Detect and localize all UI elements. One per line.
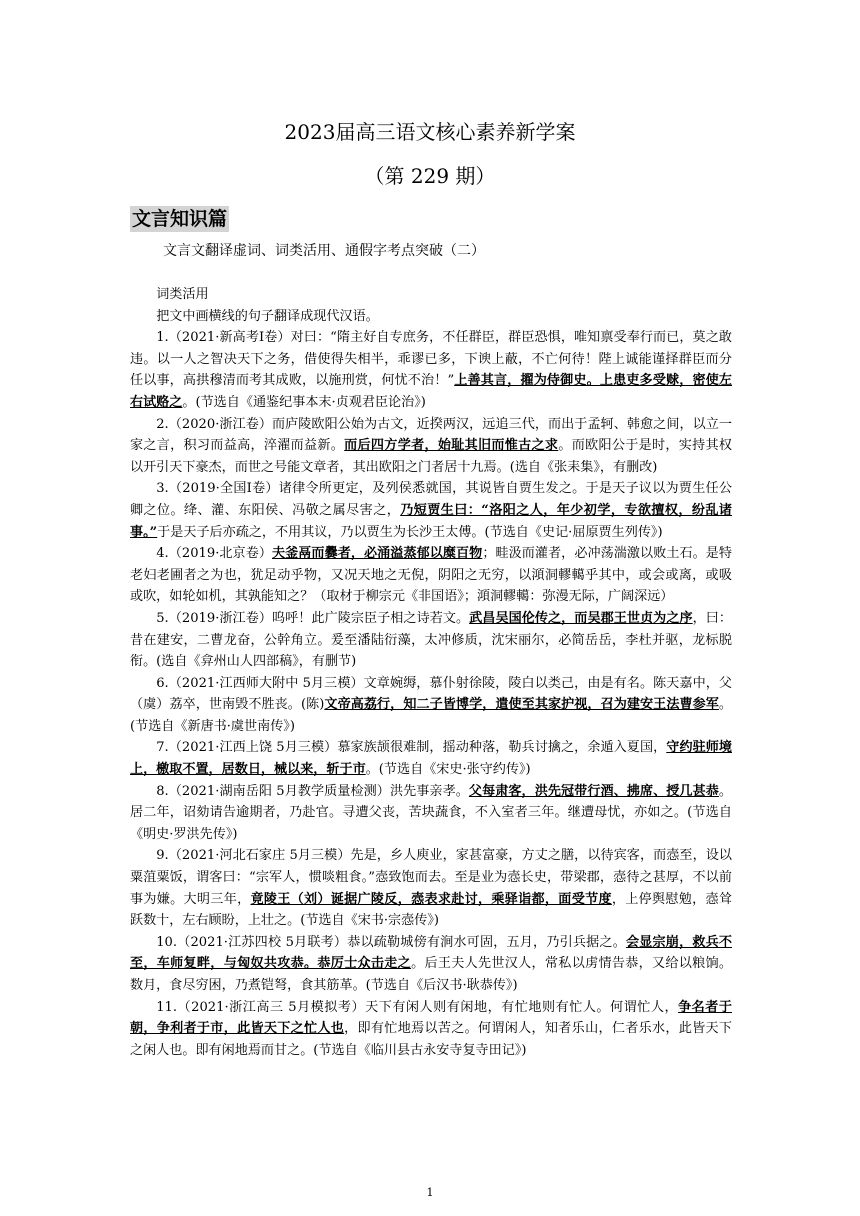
question-source: 。而欧阳公于是时，实持其权以开引天下豪杰，而世之号能文章者，其出欧阳之门者居十九焉。(选自《张耒集》，有删改) bbox=[130, 438, 733, 475]
underlined-sentence: 上善其言，擢为侍御史。上患吏多受赇，密使左右试赂之 bbox=[130, 373, 732, 410]
document-title: 2023届高三语文核心素养新学案 bbox=[284, 120, 576, 144]
question-text: 7.（2021·江西上饶 5月三模）慕家族颉很难制，摇动种落，勒兵讨擒之，余遁入夏国， bbox=[156, 740, 667, 756]
question-item bbox=[130, 414, 732, 479]
question-source: 。(节选自《宋史·张守约传》) bbox=[365, 762, 531, 778]
question-item bbox=[130, 781, 732, 846]
instruction-text: 把文中画横线的句子翻译成现代汉语。 bbox=[156, 308, 379, 324]
question-source: ；畦汲而灌者，必冲荡湍激以败土石。是特老妇老圃者之为也，犹足动乎物，又况天地之无倪，阴阳之无穷，以澒洞轇轕乎其中，或会或离，或吸或吹，如轮如机，其孰能知之？（取材于柳宗元《非国语》；澒洞轇轕：弥漫无际，广阔深远） bbox=[130, 546, 733, 605]
document-body bbox=[130, 284, 732, 1061]
underlined-sentence: 武昌吴国伦传之，而吴郡王世贞为之序 bbox=[469, 610, 693, 626]
question-source: 。后王夫人先世汉人，常私以虏情告恭，又给以粮饷。数月，食尽穷困，乃煮铠弩，食其筋革。(节选自《后汉书·耿恭传》) bbox=[130, 956, 733, 993]
question-text: 8.（2021·湖南岳阳 5月教学质量检测）洪先事亲孝。 bbox=[156, 783, 469, 799]
question-text: 11.（2021·浙江高三 5月模拟考）天下有闲人则有闲地，有忙地则有忙人。何谓忙人， bbox=[156, 999, 679, 1015]
section-subtitle: 文言文翻译虚词、词类活用、通假字考点突破（二） bbox=[163, 243, 485, 259]
question-item bbox=[130, 845, 732, 931]
issue-number: （第 229 期） bbox=[364, 164, 496, 188]
question-source: ，曰：昔在建安，二曹龙奋，公幹角立。爰至潘陆衍藻，太冲修质，沈宋丽尔，必简岳岳，李杜并驱，龙标脱衔。(选自《弇州山人四部稿》，有删节) bbox=[130, 610, 733, 670]
question-item bbox=[130, 737, 732, 780]
question-item bbox=[130, 673, 732, 738]
question-text: 2.（2020·浙江卷）而庐陵欧阳公始为古文，近揆两汉，远追三代，而出于孟轲、韩愈之间，以立一家之言，积习而益高，淬濯而益新。 bbox=[130, 416, 732, 454]
question-source: 。居二年，诏劾请告逾期者，乃赴官。寻遭父丧，苦块蔬食，不入室者三年。继遭母忧，亦如之。(节选自《明史·罗洪先传》) bbox=[130, 783, 732, 842]
underlined-sentence: 争名者于朝，争利者于市，此皆天下之忙人也 bbox=[130, 999, 732, 1037]
underlined-sentence: 会显宗崩，救兵不至，车师复畔，与匈奴共攻恭。恭厉士众击走之 bbox=[130, 934, 732, 972]
underlined-sentence: 守约驻师境上，檄取不置，居数日，械以来，斩于市 bbox=[130, 740, 733, 778]
question-text: 10.（2021·江苏四校 5月联考）恭以疏勒城傍有涧水可固，五月，乃引兵据之。 bbox=[156, 934, 626, 950]
underlined-sentence: 文帝高荔行，知二子皆博学，遣使至其家护视，召为建安王法曹参军 bbox=[324, 697, 719, 713]
underlined-sentence: 夫釜鬲而爨者，必涌溢蒸郁以糜百物 bbox=[272, 546, 483, 562]
question-item bbox=[130, 932, 732, 997]
question-text: 4.（2019·北京卷） bbox=[156, 546, 272, 562]
topic-label: 词类活用 bbox=[156, 287, 209, 302]
question-item bbox=[130, 543, 732, 608]
question-text: 5.（2019·浙江卷）呜呼！此广陵宗臣子相之诗若文。 bbox=[156, 610, 470, 626]
underlined-sentence: 竟陵王（刘）诞据广陵反，悫表求赴讨，乘驿诣都，面受节度 bbox=[250, 891, 612, 907]
question-item bbox=[130, 327, 732, 413]
question-source: 于是天子后亦疏之，不用其议，乃以贾生为长沙王太傅。(节选自《史记·屈原贾生列传》) bbox=[157, 524, 663, 540]
question-text: 1.（2021·新高考Ⅰ卷）对曰：“隋主好自专庶务，不任群臣，群臣恐惧，唯知禀受奉行而已，莫之敢违。以一人之智决天下之务，借使得失相半，乖谬已多，下谀上蔽，不亡何待！陛上诚能谨择群臣而分任以事，高拱穆清而考其成败，以施刑赏，何忧不治！” bbox=[130, 330, 732, 389]
underlined-sentence: 而后四方学者，始耻其旧而惟古之求 bbox=[344, 438, 559, 454]
question-item bbox=[130, 478, 732, 543]
question-source: ，即有忙地焉以苦之。何谓闲人，知者乐山，仁者乐水，此皆天下之闲人也。即有闲地焉而甘之。(节选自《临川县古永安寺复寺田记》) bbox=[130, 1021, 733, 1058]
question-text: 9.（2021·河北石家庄 5月三模）先是，乡人庾业，家甚富豪，方丈之膳，以待宾客，而悫至，设以粟菹粟饭，谓客曰：“宗军人，惯啖粗食。”悫致饱而去。至是业为悫长史，带梁郡，悫待之甚厚，不以前事为嫌。大明三年， bbox=[130, 848, 732, 907]
question-text: 6.（2021·江西师大附中 5月三模）文章婉缛，慕仆射徐陵，陵白以类己，由是有名。陈天嘉中，父（虞）荔卒，世南毁不胜丧。(陈) bbox=[130, 675, 732, 713]
underlined-sentence: 父每肃客，洪先冠带行酒、拂席、授几甚恭 bbox=[468, 783, 719, 799]
question-source: ，上停舆慰勉，悫耸跃数十，左右顾盼，上壮之。(节选自《宋书·宗悫传》) bbox=[130, 891, 733, 929]
question-item bbox=[130, 997, 732, 1062]
underlined-sentence: 乃短贾生曰：“洛阳之人，年少初学，专欲擅权，纷乱诸事。” bbox=[130, 502, 733, 540]
page-number: 1 bbox=[426, 1186, 434, 1199]
question-source: 。(节选自《新唐书·虞世南传》) bbox=[130, 697, 733, 734]
question-source: 。(节选自《通鉴纪事本末·贞观君臣论治》) bbox=[182, 394, 426, 410]
question-text: 3.（2019·全国Ⅰ卷）诸律令所更定，及列侯悉就国，其说皆自贾生发之。于是天子议以为贾生任公卿之位。绛、灌、东阳侯、冯敬之属尽害之， bbox=[130, 481, 732, 518]
section-heading: 文言知识篇 bbox=[132, 208, 228, 230]
question-item bbox=[130, 608, 732, 673]
